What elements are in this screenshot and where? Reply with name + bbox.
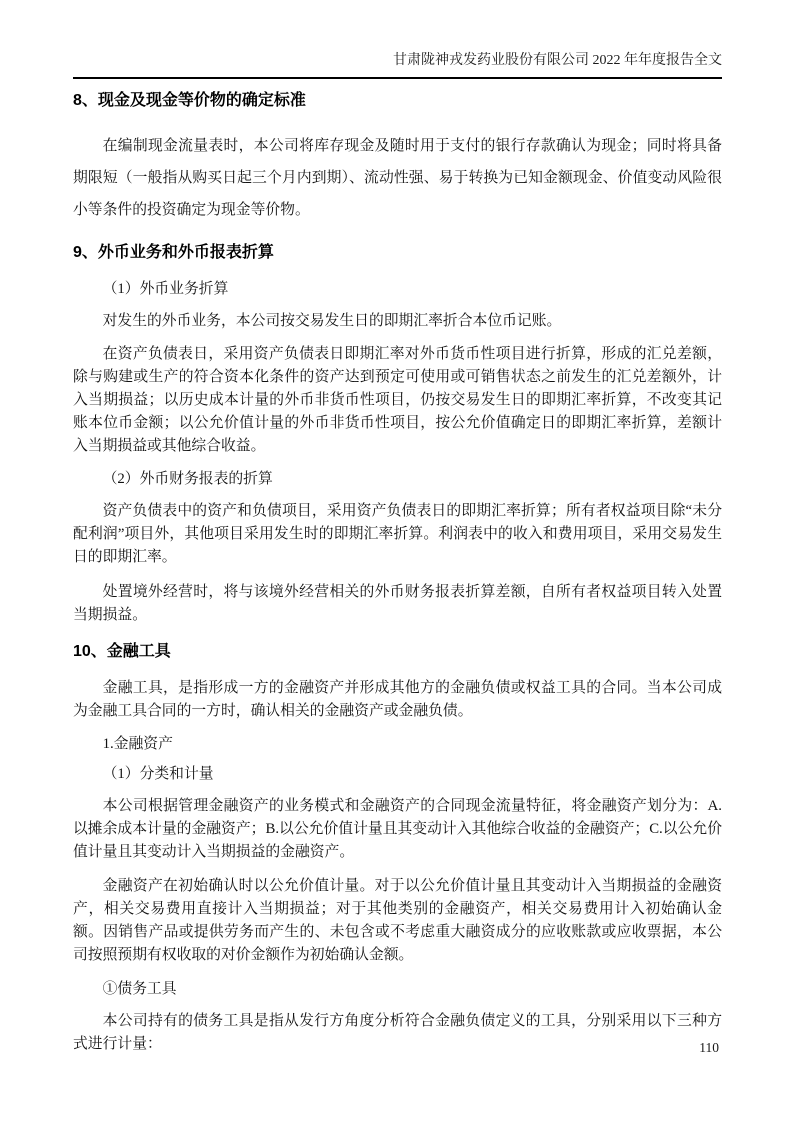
section-9-paragraph-2: 在资产负债表日，采用资产负债表日即期汇率对外币货币性项目进行折算，形成的汇兑差额，除与购建或生产的符合资本化条件的资产达到预定可使用或可销售状态之前发生的汇兑差额外，计入当期损益；以历史成本计量的外币非货币性项目，仍按交易发生日的即期汇率折算，不改变其记账本位币金额；以公允价值计量的外币非货币性项目，按公允价值确定日的即期汇率折算，差额计入当期损益或其他综合收益。 (73, 346, 722, 454)
page-content (73, 90, 722, 1066)
section-10-paragraph-4: 本公司持有的债务工具是指从发行方角度分析符合金融负债定义的工具，分别采用以下三种方式进行计量： (73, 1013, 722, 1052)
section-8-paragraph: 在编制现金流量表时，本公司将库存现金及随时用于支付的银行存款确认为现金；同时将具备期限短（一般指从购买日起三个月内到期）、流动性强、易于转换为已知金额现金、价值变动风险很小等条件的投资确定为现金等价物。 (73, 138, 722, 218)
section-8-heading: 8、现金及现金等价物的确定标准 (73, 92, 306, 109)
section-10-heading: 10、金融工具 (73, 643, 171, 660)
section-10-subheading-1: 1.金融资产 (102, 736, 173, 752)
section-9-heading: 9、外币业务和外币报表折算 (73, 244, 274, 261)
section-9-paragraph-1: 对发生的外币业务，本公司按交易发生日的即期汇率折合本位币记账。 (102, 313, 562, 329)
section-9-paragraph-4: 处置境外经营时，将与该境外经营相关的外币财务报表折算差额，自所有者权益项目转入处置当期损益。 (73, 584, 722, 623)
section-9-subheading-2: （2）外币财务报表的折算 (102, 471, 273, 487)
section-10-paragraph-1: 金融工具，是指形成一方的金融资产并形成其他方的金融负债或权益工具的合同。当本公司成为金融工具合同的一方时，确认相关的金融资产或金融负债。 (73, 680, 722, 719)
page-number: 110 (699, 1040, 719, 1055)
section-10-paragraph-3: 金融资产在初始确认时以公允价值计量。对于以公允价值计量且其变动计入当期损益的金融资产，相关交易费用直接计入当期损益；对于其他类别的金融资产，相关交易费用计入初始确认金额。因销售产品或提供劳务而产生的、未包含或不考虑重大融资成分的应收账款或应收票据，本公司按照预期有权收取的对价金额作为初始确认金额。 (73, 878, 722, 963)
section-9-subheading-1: （1）外币业务折算 (102, 281, 229, 297)
section-9-paragraph-3: 资产负债表中的资产和负债项目，采用资产负债表日的即期汇率折算；所有者权益项目除“未分配利润”项目外，其他项目采用发生时的即期汇率折算。利润表中的收入和费用项目，采用交易发生日的即期汇率。 (73, 503, 722, 565)
report-header: 甘肃陇神戎发药业股份有限公司 2022 年年度报告全文 (73, 52, 722, 79)
section-10-paragraph-2: 本公司根据管理金融资产的业务模式和金融资产的合同现金流量特征，将金融资产划分为：A.以摊余成本计量的金融资产；B.以公允价值计量且其变动计入其他综合收益的金融资产；C.以公允价值计量且其变动计入当期损益的金融资产。 (73, 798, 722, 860)
section-10-subheading-2: （1）分类和计量 (102, 766, 214, 782)
section-10-subheading-3: ①债务工具 (102, 981, 177, 997)
